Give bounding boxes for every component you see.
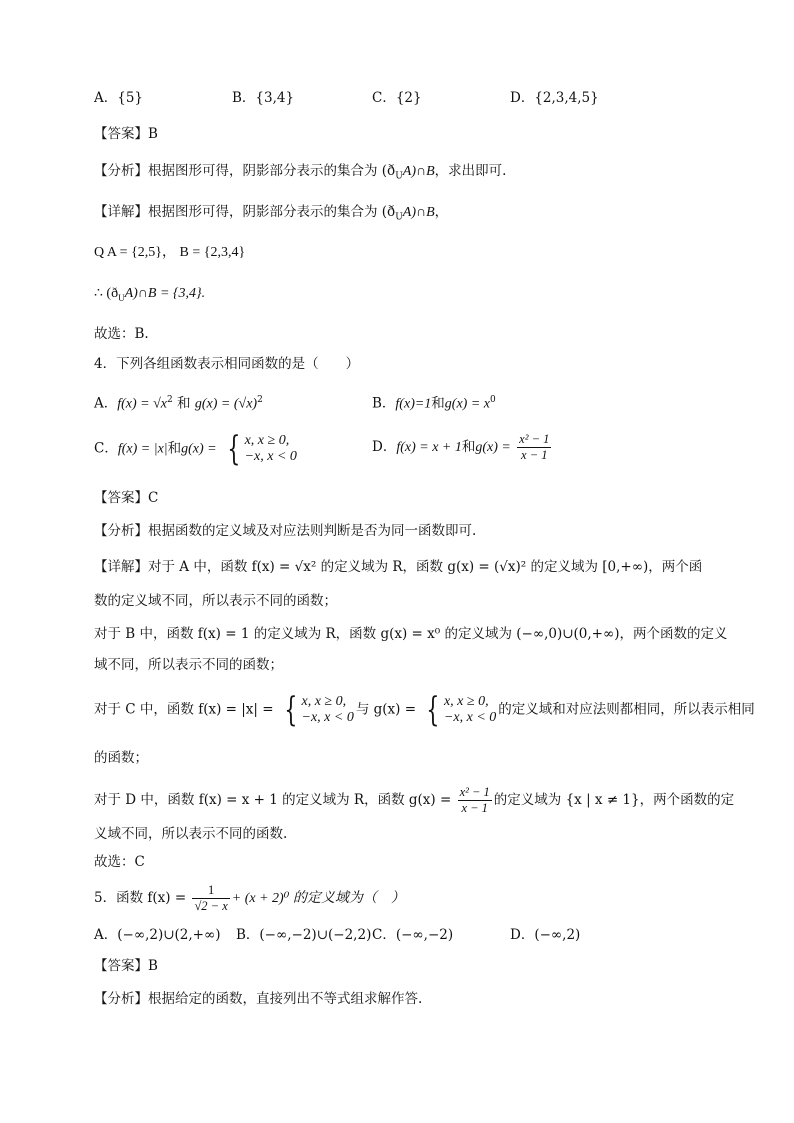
q5-fraction [192, 883, 229, 914]
q4-answer [94, 487, 158, 509]
answer-tag: 【答案】 [94, 958, 148, 974]
q4-stem: 4．下列各组函数表示相同函数的是（ ） [94, 356, 360, 372]
q4-option-a [94, 389, 263, 416]
opt-b-label: B． [372, 395, 396, 412]
q4-analysis [94, 520, 476, 542]
detail-tag: 【详解】 [94, 204, 148, 220]
q5-option-d: D．(−∞,2) [510, 927, 581, 943]
detail-a-text: 对于 A 中，函数 f(x) = √x² 的定义域为 R，函数 g(x) = (√x)² 的定义域为 [0,+∞)，两个函 [148, 559, 703, 575]
q3-therefore [94, 283, 205, 309]
opt-b-f: f(x)=1 [395, 396, 432, 412]
q4-detail-c-1 [94, 690, 755, 730]
q3-option-c: C．{2} [372, 90, 422, 106]
q5-frac-num: 1 [192, 883, 229, 899]
opt-a-and: 和 [172, 395, 195, 412]
detail-d-num: x² − 1 [459, 785, 490, 799]
opt-d-label: D． [372, 439, 397, 455]
answer-value: B [148, 126, 158, 142]
opt-c-g: g(x) = [181, 441, 217, 457]
q4-detail-a-1 [94, 556, 702, 578]
detail-d-post: 的定义域为 {x | x ≠ 1}，两个函数的定 [493, 792, 735, 808]
detail-end: ， [434, 204, 449, 220]
opt-d-and: 和 [461, 439, 476, 455]
detail-c-f-case2: −x, x < 0 [301, 710, 354, 725]
analysis-end: ，求出即可. [434, 163, 507, 179]
opt-d-num: x² − 1 [519, 432, 550, 446]
q4-option-b [372, 389, 496, 416]
opt-a-g: g(x) = (√x) [194, 396, 258, 412]
q5-stem-post: + (x + 2)⁰ 的定义域为（ ） [231, 891, 405, 906]
analysis-tag: 【分析】 [94, 163, 148, 179]
analysis-text: 根据图形可得，阴影部分表示的集合为 (ð [148, 163, 396, 179]
q5-option-c: C．(−∞,−2) [372, 927, 454, 943]
therefore-sub: U [118, 292, 125, 303]
q4-option-c [94, 429, 299, 469]
opt-a-sup2: 2 [257, 395, 263, 405]
opt-c-piecewise: { x, x ≥ 0, −x, x < 0 [227, 429, 297, 469]
detail-c-mid: 与 g(x) = [355, 701, 417, 718]
analysis-tag: 【分析】 [94, 991, 148, 1007]
detail-c-piecewise-f: { x, x ≥ 0, −x, x < 0 [284, 690, 354, 730]
q5-stem [94, 883, 405, 914]
q5-option-b: B．(−∞,−2)∪(−2,2) [236, 927, 372, 943]
q4-detail-d-2: 义域不同，所以表示不同的函数. [94, 826, 288, 842]
opt-b-g: g(x) = x [444, 396, 490, 412]
detail-math: A)∩B [402, 205, 435, 220]
q5-analysis [94, 988, 422, 1010]
detail-d-den: x − 1 [461, 801, 488, 815]
q4-option-d [372, 432, 553, 463]
q3-detail [94, 201, 448, 229]
q4-detail-d-1 [94, 785, 734, 816]
therefore-pre: ∴ (ð [94, 286, 119, 301]
q3-answer [94, 123, 158, 145]
detail-c-g-case1: x, x ≥ 0, [443, 694, 489, 709]
detail-d-pre: 对于 D 中，函数 f(x) = x + 1 的定义域为 R，函数 g(x) = [94, 792, 452, 808]
opt-b-sup: 0 [490, 395, 496, 405]
q4-choice: 故选：C [94, 854, 145, 870]
q3-option-b: B．{3,4} [232, 90, 295, 106]
opt-d-den: x − 1 [521, 448, 548, 462]
detail-c-piecewise-g: { x, x ≥ 0, −x, x < 0 [426, 690, 497, 730]
answer-value: C [148, 490, 159, 506]
therefore-math: A)∩B = {3,4}. [124, 286, 206, 301]
q4-detail-b-2: 域不同，所以表示不同的函数； [94, 657, 283, 673]
opt-d-fraction [517, 432, 551, 463]
opt-a-f: f(x) = √x [117, 396, 168, 412]
opt-d-g: g(x) = [475, 440, 511, 455]
q4-detail-a-2: 数的定义域不同，所以表示不同的函数； [94, 593, 337, 609]
q5-answer [94, 955, 158, 977]
opt-b-and: 和 [431, 395, 445, 412]
q3-choice: 故选：B. [94, 326, 149, 342]
q5-frac-den: √2 − x [194, 899, 228, 913]
opt-c-f: f(x) = |x| [117, 441, 168, 457]
opt-c-and: 和 [167, 440, 182, 457]
opt-c-case2: −x, x < 0 [244, 449, 297, 464]
opt-c-label: C． [94, 440, 118, 457]
opt-a-label: A． [94, 395, 118, 412]
q3-analysis [94, 160, 506, 188]
detail-tag: 【详解】 [94, 559, 148, 575]
detail-c-pre: 对于 C 中，函数 f(x) = |x| = [94, 701, 274, 718]
opt-a-sup: 2 [167, 395, 173, 405]
opt-c-case1: x, x ≥ 0, [244, 433, 290, 448]
q3-given-sets: Q A = {2,5}， B = {2,3,4} [94, 245, 246, 260]
detail-text: 根据图形可得，阴影部分表示的集合为 (ð [148, 204, 396, 220]
analysis-text: 根据函数的定义域及对应法则判断是否为同一函数即可. [148, 523, 477, 539]
q3-option-d: D．{2,3,4,5} [510, 90, 599, 106]
q3-option-a: A．{5} [94, 90, 144, 106]
detail-sub: U [395, 212, 403, 223]
analysis-text: 根据给定的函数，直接列出不等式组求解作答. [148, 991, 423, 1007]
analysis-tag: 【分析】 [94, 523, 148, 539]
detail-d-fraction [458, 785, 492, 816]
q4-detail-b-1: 对于 B 中，函数 f(x) = 1 的定义域为 R，函数 g(x) = x⁰ 的定义域为 (−∞,0)∪(0,+∞)，两个函数的定义 [94, 626, 728, 642]
detail-c-post: 的定义域和对应法则都相同，所以表示相同 [498, 701, 755, 718]
answer-value: B [148, 958, 158, 974]
opt-d-f: f(x) = x + 1 [396, 440, 462, 455]
q5-stem-pre: 5．函数 f(x) = [94, 890, 187, 906]
answer-tag: 【答案】 [94, 490, 148, 506]
detail-c-f-case1: x, x ≥ 0, [301, 694, 347, 709]
analysis-sub: U [395, 171, 403, 182]
detail-c-g-case2: −x, x < 0 [443, 710, 497, 725]
q5-option-a: A．(−∞,2)∪(2,+∞) [94, 927, 221, 943]
answer-tag: 【答案】 [94, 126, 148, 142]
analysis-math: A)∩B [402, 164, 435, 179]
q4-detail-c-2: 的函数； [94, 750, 148, 766]
